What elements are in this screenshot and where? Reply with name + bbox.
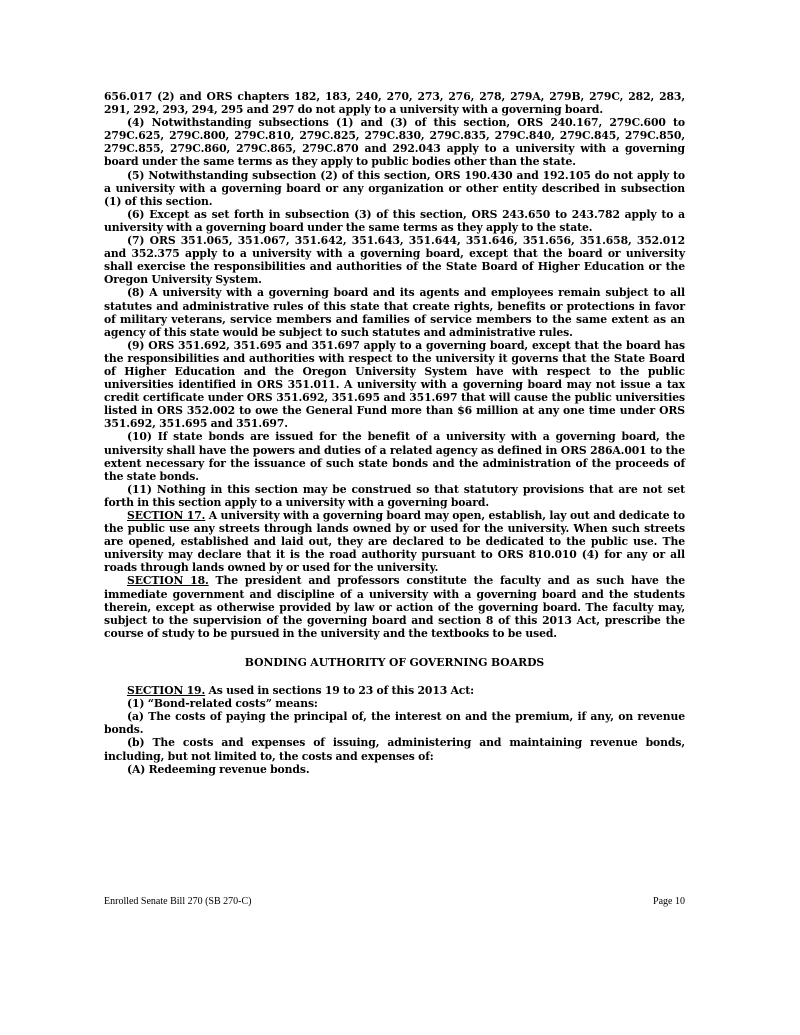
section-19 [104, 684, 685, 697]
definition-1: (1) “Bond-related costs” means: [127, 697, 318, 711]
definition-1b: (b) The costs and expenses of issuing, administering and maintaining revenue bonds, including, but not limited to, the costs and expenses of: [104, 736, 685, 763]
section-18-label: SECTION 18. [127, 574, 209, 588]
paragraph-continuation: 656.017 (2) and ORS chapters 182, 183, 240, 270, 273, 276, 278, 279A, 279B, 279C, 282, 283, 291, 292, 293, 294, 295 and 297 do not apply to a university with a governing board. [104, 90, 685, 117]
footer-page-number: Page 10 [653, 896, 685, 907]
section-18-text: The president and professors constitute the faculty and as such have the immediate government and discipline of a university with a governing board and the students therein, except as otherwise provided by law or action of the governing board. The faculty may, subject to the supervision of the governing board and section 8 of this 2013 Act, prescribe the course of study to be pursued in the university and the textbooks to be used. [104, 574, 686, 640]
section-17-label: SECTION 17. [127, 509, 206, 522]
definition-1b-A: (A) Redeeming revenue bonds. [127, 762, 310, 776]
section-17 [104, 509, 685, 574]
section-19-text: As used in sections 19 to 23 of this 2013 Act: [205, 684, 475, 698]
paragraph-subsection-7: (7) ORS 351.065, 351.067, 351.642, 351.643, 351.644, 351.646, 351.656, 351.658, 352.012 and 352.375 apply to a university with a governing board, except that the board or university shall exercise the responsibilities and authorities of the State Board of Higher Education or the Oregon University System. [104, 234, 685, 287]
paragraph-subsection-9: (9) ORS 351.692, 351.695 and 351.697 apply to a governing board, except that the board has the responsibilities and authorities with respect to the university it governs that the State Board of Higher Education and the Oregon University System have with respect to the public universities identified in ORS 351.011. A university with a governing board may not issue a tax credit certificate under ORS 351.692, 351.695 and 351.697 that will cause the public universities listed in ORS 352.002 to owe the General Fund more than $6 million at any one time under ORS 351.692, 351.695 and 351.697. [104, 338, 685, 431]
section-18 [104, 574, 685, 639]
paragraph-subsection-6: (6) Except as set forth in subsection (3) of this section, ORS 243.650 to 243.782 apply to a university with a governing board under the same terms as they apply to the state. [104, 207, 685, 234]
paragraph-subsection-4: (4) Notwithstanding subsections (1) and (3) of this section, ORS 240.167, 279C.600 to 279C.625, 279C.800, 279C.810, 279C.825, 279C.830, 279C.835, 279C.840, 279C.845, 279C.850, 279C.855, 279C.860, 279C.865, 279C.870 and 292.043 apply to a university with a governing board under the same terms as they apply to public bodies other than the state. [104, 116, 685, 169]
section-heading: BONDING AUTHORITY OF GOVERNING BOARDS [244, 655, 545, 669]
section-19-label: SECTION 19. [127, 684, 206, 698]
paragraph-subsection-11: (11) Nothing in this section may be construed so that statutory provisions that are not set forth in this section apply to a university with a governing board. [104, 482, 685, 509]
section-17-text: A university with a governing board may open, establish, lay out and dedicate to the public use any streets through lands owned by or used for the university. When such streets are opened, established and laid out, they are declared to be dedicated to the public use. The university may declare that it is the road authority pursuant to ORS 810.010 (4) for any or all roads through lands owned by or used for the university. [104, 509, 685, 575]
paragraph-subsection-10: (10) If state bonds are issued for the benefit of a university with a governing board, the university shall have the powers and duties of a related agency as defined in ORS 286A.001 to the extent necessary for the issuance of such state bonds and the administration of the proceeds of the state bonds. [104, 430, 685, 483]
footer-bill-title: Enrolled Senate Bill 270 (SB 270-C) [104, 896, 252, 907]
definition-1a: (a) The costs of paying the principal of, the interest on and the premium, if any, on revenue bonds. [104, 710, 685, 737]
document-body [104, 90, 685, 776]
paragraph-subsection-5: (5) Notwithstanding subsection (2) of this section, ORS 190.430 and 192.105 do not apply to a university with a governing board or any organization or other entity described in subsection (1) of this section. [104, 168, 685, 208]
paragraph-subsection-8: (8) A university with a governing board and its agents and employees remain subject to all statutes and administrative rules of this state that create rights, benefits or protections in favor of military veterans, service members and families of service members to the same extent as an agency of this state would be subject to such statutes and administrative rules. [104, 286, 685, 339]
